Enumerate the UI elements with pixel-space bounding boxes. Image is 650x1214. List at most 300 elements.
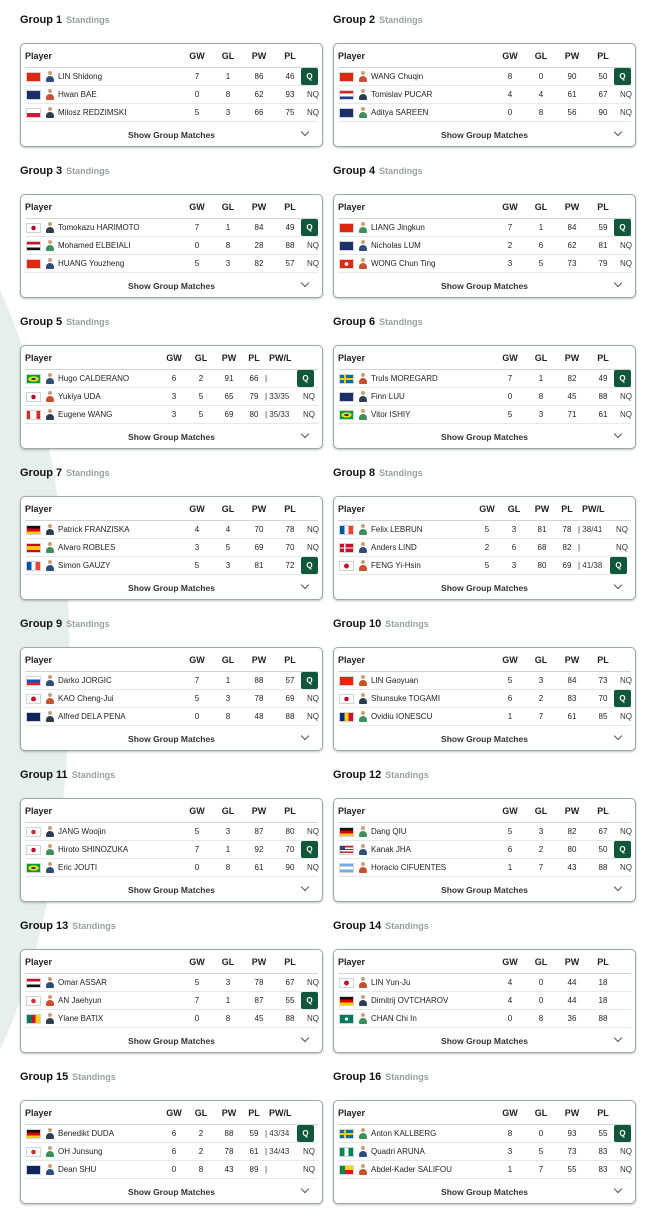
standings-label: Standings: [66, 15, 110, 25]
pl-value: 88: [285, 1014, 295, 1023]
table-row[interactable]: [25, 255, 318, 273]
show-group-matches-button[interactable]: [25, 273, 318, 298]
table-row[interactable]: [338, 690, 631, 708]
show-group-matches-button[interactable]: [338, 877, 631, 902]
standings-card: [20, 43, 323, 147]
gl-value: 4: [225, 525, 231, 534]
player-name[interactable]: Hiroto SHINOZUKA: [58, 845, 129, 854]
show-group-matches-label: Show Group Matches: [128, 280, 215, 291]
player-name[interactable]: WANG Chuqin: [371, 72, 424, 81]
pw-value: 73: [567, 259, 577, 268]
player-cell: [25, 995, 181, 1006]
qualified-badge: Q: [614, 1125, 631, 1142]
table-row[interactable]: [338, 388, 631, 406]
gw-value: 7: [194, 676, 200, 685]
player-avatar-icon: [46, 222, 54, 233]
pw-value: 83: [567, 694, 577, 703]
gl-value: 5: [198, 392, 204, 401]
player-avatar-icon: [46, 1164, 54, 1175]
gl-column-header: GL: [534, 956, 548, 967]
pl-value: 18: [598, 996, 608, 1005]
player-name[interactable]: Shunsuke TOGAMI: [371, 694, 441, 703]
table-row[interactable]: [25, 992, 318, 1010]
pw-column-header: PW: [251, 50, 267, 61]
pw-column-header: PW: [251, 201, 267, 212]
pl-column-header: PL: [284, 503, 296, 514]
group-title: [333, 604, 636, 647]
table-row[interactable]: [25, 974, 318, 992]
table-row[interactable]: [25, 406, 318, 424]
player-avatar-icon: [46, 89, 54, 100]
table-row[interactable]: [338, 992, 631, 1010]
show-group-matches-label: Show Group Matches: [441, 129, 528, 140]
player-name[interactable]: Anders LIND: [371, 543, 417, 552]
player-cell: [25, 1146, 161, 1157]
table-row[interactable]: [338, 86, 631, 104]
chevron-down-icon: [301, 1185, 309, 1193]
gl-column-header: GL: [194, 352, 208, 363]
pl-value: 70: [285, 543, 295, 552]
status-value: NQ: [303, 392, 315, 401]
player-name[interactable]: Kanak JHA: [371, 845, 412, 854]
show-group-matches-button[interactable]: [338, 726, 631, 751]
player-name[interactable]: Milosz REDZIMSKI: [58, 108, 127, 117]
gw-column-header: GW: [189, 201, 205, 212]
group-name: Group 3: [20, 165, 63, 177]
table-row[interactable]: [338, 557, 631, 575]
gw-column-header: GW: [502, 654, 518, 665]
player-name[interactable]: Dean SHU: [58, 1165, 97, 1174]
player-name[interactable]: Hugo CALDERANO: [58, 374, 130, 383]
player-name[interactable]: Nicholas LUM: [371, 241, 421, 250]
player-name[interactable]: Abdel-Kader SALIFOU: [371, 1165, 452, 1174]
standings-label: Standings: [72, 1072, 116, 1082]
group-12: [333, 755, 636, 906]
player-cell: [338, 675, 494, 686]
pl-column-header: PL: [597, 201, 609, 212]
show-group-matches-button[interactable]: [338, 424, 631, 449]
player-avatar-icon: [359, 693, 367, 704]
player-cell: [338, 89, 494, 100]
table-row[interactable]: [338, 104, 631, 122]
player-cell: [25, 862, 181, 873]
table-row[interactable]: [25, 1143, 318, 1161]
pl-value: 80: [285, 827, 295, 836]
status-value: NQ: [620, 827, 632, 836]
player-name[interactable]: Tomislav PUCAR: [371, 90, 433, 99]
pl-value: 50: [598, 845, 608, 854]
player-avatar-icon: [359, 862, 367, 873]
group-name: Group 10: [333, 618, 382, 630]
player-name[interactable]: Felix LEBRUN: [371, 525, 423, 534]
pwl-value: | 38/41: [578, 525, 603, 534]
table-row[interactable]: [338, 255, 631, 273]
show-group-matches-button[interactable]: [25, 726, 318, 751]
player-name[interactable]: Yukiya UDA: [58, 392, 101, 401]
status-value: NQ: [307, 259, 319, 268]
player-avatar-icon: [46, 862, 54, 873]
standings-header: [25, 195, 318, 219]
flag-china-icon: [26, 72, 41, 82]
show-group-matches-label: Show Group Matches: [441, 582, 528, 593]
pl-value: 59: [598, 223, 608, 232]
pw-value: 69: [224, 410, 234, 419]
gl-value: 8: [538, 108, 544, 117]
gw-value: 4: [194, 525, 200, 534]
table-row[interactable]: [25, 672, 318, 690]
table-row[interactable]: [338, 370, 631, 388]
table-row[interactable]: [338, 1161, 631, 1179]
table-row[interactable]: [25, 1125, 318, 1143]
player-avatar-icon: [359, 240, 367, 251]
player-name[interactable]: Quadri ARUNA: [371, 1147, 425, 1156]
gl-value: 7: [538, 863, 544, 872]
gw-value: 0: [507, 392, 513, 401]
player-avatar-icon: [359, 1013, 367, 1024]
table-row[interactable]: [338, 1125, 631, 1143]
flag-taipei-icon: [26, 694, 41, 704]
show-group-matches-button[interactable]: [25, 877, 318, 902]
gw-column-header: GW: [166, 352, 182, 363]
player-column-header: Player: [338, 50, 366, 61]
gw-value: 5: [194, 694, 200, 703]
player-name[interactable]: Horacio CIFUENTES: [371, 863, 447, 872]
status-value: NQ: [620, 410, 632, 419]
pl-column-header: PL: [284, 654, 296, 665]
chevron-down-icon: [614, 883, 622, 891]
chevron-down-icon: [614, 279, 622, 287]
show-group-matches-button[interactable]: [25, 1028, 318, 1053]
player-column-header: Player: [338, 956, 366, 967]
gl-column-header: GL: [534, 1107, 548, 1118]
standings-label: Standings: [379, 468, 423, 478]
group-name: Group 15: [20, 1071, 69, 1083]
table-row[interactable]: [338, 539, 631, 557]
flag-argentina-icon: [339, 863, 354, 873]
gl-column-header: GL: [221, 956, 235, 967]
pwl-value: | 33/35: [265, 392, 290, 401]
player-name[interactable]: CHAN Chi In: [371, 1014, 417, 1023]
pwl-value: |: [265, 374, 268, 383]
show-group-matches-button[interactable]: [338, 122, 631, 147]
pw-value: 43: [567, 863, 577, 872]
gl-value: 3: [538, 827, 544, 836]
player-name[interactable]: Benedikt DUDA: [58, 1129, 115, 1138]
player-name[interactable]: LIN Yun-Ju: [371, 978, 411, 987]
player-name[interactable]: Vitor ISHIY: [371, 410, 411, 419]
table-row[interactable]: [338, 68, 631, 86]
standings-header: [338, 195, 631, 219]
player-cell: [338, 826, 494, 837]
player-avatar-icon: [359, 1146, 367, 1157]
standings-label: Standings: [66, 468, 110, 478]
table-row[interactable]: [338, 841, 631, 859]
player-cell: [25, 71, 181, 82]
show-group-matches-button[interactable]: [338, 1179, 631, 1204]
gw-value: 5: [484, 525, 490, 534]
player-name[interactable]: Alvaro ROBLES: [58, 543, 116, 552]
player-name[interactable]: LIN Gaoyuan: [371, 676, 419, 685]
table-row[interactable]: [338, 672, 631, 690]
player-cell: [25, 977, 181, 988]
group-title: [20, 604, 323, 647]
standings-card: [333, 1100, 636, 1204]
pw-value: 68: [537, 543, 547, 552]
pl-value: 67: [598, 827, 608, 836]
status-value: NQ: [307, 90, 319, 99]
player-name[interactable]: FENG Yi-Hsin: [371, 561, 421, 570]
table-row[interactable]: [25, 521, 318, 539]
player-avatar-icon: [359, 711, 367, 722]
player-cell: [338, 409, 494, 420]
status-value: NQ: [620, 90, 632, 99]
player-name[interactable]: HUANG Youzheng: [58, 259, 125, 268]
gw-value: 0: [194, 1014, 200, 1023]
table-row[interactable]: [338, 859, 631, 877]
flag-egypt-icon: [26, 978, 41, 988]
table-row[interactable]: [25, 1161, 318, 1179]
table-row[interactable]: [25, 1010, 318, 1028]
gl-value: 1: [225, 223, 231, 232]
table-row[interactable]: [338, 406, 631, 424]
player-cell: [338, 240, 494, 251]
status-value: NQ: [616, 525, 628, 534]
chevron-down-icon: [614, 128, 622, 136]
player-name[interactable]: Truls MOREGARD: [371, 374, 438, 383]
gw-value: 7: [194, 72, 200, 81]
pl-column-header: PL: [284, 956, 296, 967]
qualified-badge: Q: [610, 557, 627, 574]
gw-value: 7: [194, 223, 200, 232]
pl-value: 75: [285, 108, 295, 117]
table-row[interactable]: [25, 68, 318, 86]
gl-value: 2: [198, 374, 204, 383]
player-avatar-icon: [359, 995, 367, 1006]
standings-label: Standings: [385, 770, 429, 780]
status-value: NQ: [620, 259, 632, 268]
player-name[interactable]: Patrick FRANZISKA: [58, 525, 130, 534]
table-row[interactable]: [338, 974, 631, 992]
standings-label: Standings: [66, 619, 110, 629]
flag-china-icon: [26, 259, 41, 269]
player-name[interactable]: OH Junsung: [58, 1147, 103, 1156]
player-name[interactable]: Tomokazu HARIMOTO: [58, 223, 140, 232]
pl-value: 88: [285, 712, 295, 721]
status-value: NQ: [307, 1014, 319, 1023]
pl-value: 72: [285, 561, 295, 570]
gl-value: 0: [538, 978, 544, 987]
gw-value: 7: [507, 374, 513, 383]
group-name: Group 9: [20, 618, 63, 630]
player-name[interactable]: Omar ASSAR: [58, 978, 107, 987]
show-group-matches-button[interactable]: [25, 1179, 318, 1204]
player-name[interactable]: Anton KALLBERG: [371, 1129, 437, 1138]
standings-header: [338, 44, 631, 68]
pw-column-header: PW: [564, 956, 580, 967]
player-avatar-icon: [359, 71, 367, 82]
group-title: [333, 755, 636, 798]
flag-korea-icon: [26, 827, 41, 837]
player-avatar-icon: [46, 1128, 54, 1139]
qualified-badge: Q: [301, 557, 318, 574]
flag-france-icon: [26, 561, 41, 571]
table-row[interactable]: [338, 1010, 631, 1028]
pw-value: 45: [254, 1014, 264, 1023]
pwl-value: |: [578, 543, 581, 552]
player-cell: [25, 1128, 161, 1139]
player-name[interactable]: Ovidiu IONESCU: [371, 712, 433, 721]
table-row[interactable]: [338, 521, 631, 539]
player-name[interactable]: Mohamed ELBEIALI: [58, 241, 131, 250]
pl-value: 83: [598, 1165, 608, 1174]
show-group-matches-button[interactable]: [338, 1028, 631, 1053]
standings-header: [338, 648, 631, 672]
show-group-matches-button[interactable]: [25, 575, 318, 600]
player-avatar-icon: [359, 977, 367, 988]
qualified-badge: Q: [301, 841, 318, 858]
table-row[interactable]: [25, 219, 318, 237]
table-row[interactable]: [338, 823, 631, 841]
gl-column-header: GL: [194, 1107, 208, 1118]
player-cell: [25, 711, 181, 722]
player-avatar-icon: [46, 995, 54, 1006]
player-name[interactable]: Hwan BAE: [58, 90, 97, 99]
flag-slovenia-icon: [26, 676, 41, 686]
player-column-header: Player: [338, 503, 366, 514]
gl-value: 5: [538, 1147, 544, 1156]
table-row[interactable]: [25, 86, 318, 104]
group-name: Group 11: [20, 769, 68, 781]
group-name: Group 16: [333, 1071, 382, 1083]
player-name[interactable]: Ylane BATIX: [58, 1014, 104, 1023]
table-row[interactable]: [338, 1143, 631, 1161]
gl-column-header: GL: [534, 805, 548, 816]
player-avatar-icon: [46, 391, 54, 402]
player-column-header: Player: [338, 352, 366, 363]
player-name[interactable]: Eugene WANG: [58, 410, 113, 419]
group-4: [333, 151, 636, 302]
pl-column-header: PL: [597, 50, 609, 61]
player-avatar-icon: [46, 826, 54, 837]
status-value: NQ: [620, 392, 632, 401]
table-row[interactable]: [338, 237, 631, 255]
table-row[interactable]: [25, 859, 318, 877]
player-name[interactable]: Alfred DELA PENA: [58, 712, 126, 721]
player-cell: [338, 391, 494, 402]
chevron-down-icon: [301, 581, 309, 589]
player-avatar-icon: [359, 1128, 367, 1139]
player-name[interactable]: Finn LUU: [371, 392, 405, 401]
chevron-down-icon: [614, 430, 622, 438]
group-name: Group 7: [20, 467, 63, 479]
player-name[interactable]: Aditya SAREEN: [371, 108, 429, 117]
gw-column-header: GW: [502, 201, 518, 212]
table-row[interactable]: [25, 690, 318, 708]
standings-card: [20, 1100, 323, 1204]
flag-japan-icon: [26, 223, 41, 233]
group-8: [333, 453, 636, 604]
pl-column-header: PL: [248, 1107, 260, 1118]
show-group-matches-button[interactable]: [338, 273, 631, 298]
player-name[interactable]: AN Jaehyun: [58, 996, 102, 1005]
pwl-column-header: PW/L: [582, 503, 605, 514]
gl-value: 3: [225, 108, 231, 117]
player-name[interactable]: Dang QIU: [371, 827, 407, 836]
player-name[interactable]: Eric JOUTI: [58, 863, 98, 872]
player-cell: [25, 1164, 161, 1175]
table-row[interactable]: [25, 539, 318, 557]
pw-value: 62: [567, 241, 577, 250]
table-row[interactable]: [338, 219, 631, 237]
flag-germany-icon: [26, 1129, 41, 1139]
show-group-matches-button[interactable]: [338, 575, 631, 600]
table-row[interactable]: [25, 104, 318, 122]
show-group-matches-label: Show Group Matches: [441, 1186, 528, 1197]
player-name[interactable]: JANG Woojin: [58, 827, 106, 836]
pw-value: 62: [254, 90, 264, 99]
show-group-matches-label: Show Group Matches: [128, 733, 215, 744]
pw-value: 44: [567, 996, 577, 1005]
table-row[interactable]: [25, 708, 318, 726]
table-row[interactable]: [25, 557, 318, 575]
player-name[interactable]: KAO Cheng-Jui: [58, 694, 114, 703]
group-title: [20, 755, 323, 798]
player-name[interactable]: Simon GAUZY: [58, 561, 111, 570]
table-row[interactable]: [25, 237, 318, 255]
player-name[interactable]: Darko JORGIC: [58, 676, 112, 685]
player-column-header: Player: [338, 201, 366, 212]
standings-card: [20, 647, 323, 751]
status-value: NQ: [620, 863, 632, 872]
group-title: [333, 302, 636, 345]
table-row[interactable]: [25, 370, 318, 388]
gw-value: 4: [507, 978, 513, 987]
show-group-matches-button[interactable]: [25, 424, 318, 449]
pw-value: 84: [567, 223, 577, 232]
gw-value: 3: [171, 410, 177, 419]
table-row[interactable]: [338, 708, 631, 726]
standings-card: [20, 798, 323, 902]
flag-china-icon: [339, 223, 354, 233]
player-avatar-icon: [46, 675, 54, 686]
player-avatar-icon: [359, 560, 367, 571]
standings-header: [25, 648, 318, 672]
gw-value: 2: [484, 543, 490, 552]
table-row[interactable]: [25, 823, 318, 841]
pw-value: 36: [567, 1014, 577, 1023]
standings-card: [20, 949, 323, 1053]
pw-column-header: PW: [534, 503, 550, 514]
player-name[interactable]: LIANG Jingkun: [371, 223, 425, 232]
table-row[interactable]: [25, 388, 318, 406]
pl-value: 69: [285, 694, 295, 703]
status-value: NQ: [307, 712, 319, 721]
group-title: [20, 453, 323, 496]
chevron-down-icon: [614, 1185, 622, 1193]
show-group-matches-label: Show Group Matches: [441, 1035, 528, 1046]
gw-value: 6: [507, 845, 513, 854]
gw-value: 6: [171, 374, 177, 383]
player-name[interactable]: WONG Chun Ting: [371, 259, 436, 268]
player-avatar-icon: [359, 258, 367, 269]
gw-value: 0: [194, 241, 200, 250]
table-row[interactable]: [25, 841, 318, 859]
player-name[interactable]: LIN Shidong: [58, 72, 103, 81]
show-group-matches-button[interactable]: [25, 122, 318, 147]
standings-label: Standings: [385, 1072, 429, 1082]
group-name: Group 6: [333, 316, 376, 328]
player-name[interactable]: Dimitrij OVTCHAROV: [371, 996, 449, 1005]
